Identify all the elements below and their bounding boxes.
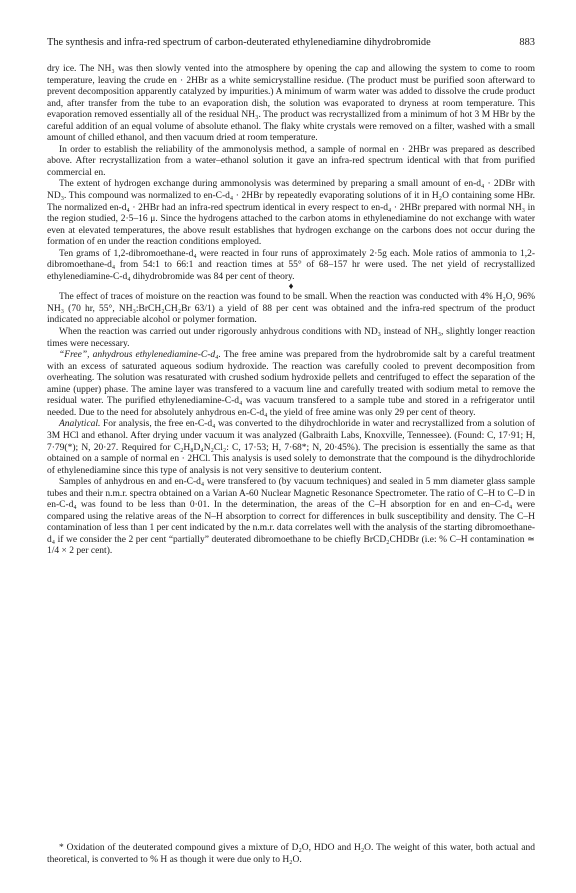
paragraph-moisture-effect: The effect of traces of moisture on the reaction was found to be small. When the reaction was conducted with 4% H₂O, 96% NH₃ (70 hr, 55°, NH₃:BrCH₂CH₂Br 63/1) a yield of 88 per cent was obtained and the infra-red spectrum of the product indicated no appreciable alcohol or polymer formation. bbox=[47, 292, 535, 326]
analytical-text: For analysis, the free en-C-d₄ was converted to the dihydrochloride in water and recrystallized from a solution of 3M HCl and ethanol. After drying under vacuum it was analyzed (Galbraith Labs, Knoxville, Tennessee). (Found: C, 17·91; H, 7·79(*); N, 20·27. Required for C₂H₈D₄N₂Cl₂: C, 17·53; H, 7·68*; N, 20·45%). The precision is essentially the same as that obtained on a sample of normal en · 2HCl. This analysis is used solely to demonstrate that the compound is the dihydrochloride of ethylenediamine since this type of analysis is not very sensitive to deuterium content. bbox=[47, 419, 535, 476]
stray-mark: ♦ bbox=[288, 282, 294, 293]
article-body bbox=[47, 64, 535, 558]
footnote-text: * Oxidation of the deuterated compound gives a mixture of D₂O, HDO and H₂O. The weight of this water, both actual and theoretical, is converted to % H as though it were due only to H₂O. bbox=[47, 843, 535, 865]
paragraph-nmr: Samples of anhydrous en and en-C-d₄ were transfered to (by vacuum techniques) and sealed in 5 mm diameter glass sample tubes and their n.m.r. spectra obtained on a Varian A-60 Nuclear Magnetic Resonance Spectrometer. The ratio of C–H to C–D in en-C-d₄ was found to be less than 0·01. In the determination, the areas of the C–H absorption for en and en–C-d₄ were compared using the relative areas of the N–H absorption to correct for differences in bulk susceptibility and density. The C–H contamination of less than 1 per cent indicated by the n.m.r. data correlates well with the analysis of the starting dibromoethane-d₄ if we consider the 2 per cent “partially” deuterated dibromoethane to be chiefly BrCD₂CHDBr (i.e: % C–H contamination ≃ 1/4 × 2 per cent). bbox=[47, 477, 535, 557]
page-number: 883 bbox=[519, 37, 535, 48]
paragraph-hydrogen-exchange: The extent of hydrogen exchange during ammonolysis was determined by preparing a small amount of en-d₄ · 2DBr with ND₃. This compound was normalized to en-C-d₄ · 2HBr by repeatedly evaporating solutions of it in H₂O containing some HBr. The normalized en-d₄ · 2HBr had an infra-red spectrum identical in every respect to en-d₄ · 2HBr prepared with normal NH₃ in the region studied, 2·5–16 μ. Since the hydrogens attached to the carbon atoms in ethylenediamine do not exchange with water even at elevated temperatures, the above result establishes that hydrogen exchange on the carbons does not occur during the formation of en under the reaction conditions employed. bbox=[47, 179, 535, 248]
paragraph-continuation: dry ice. The NH₃ was then slowly vented into the atmosphere by opening the cap and allowing the system to come to room temperature, leaving the crude en · 2HBr as a white semicrystalline residue. (The product must be purified soon afterward to prevent decomposition apparently catalyzed by impurities.) A minimum of warm water was added to dissolve the crude product and, after transfer from the tube to an evaporation dish, the solution was evaporated to dryness at room temperature. This evaporation removed essentially all of the residual NH₃. The product was recrystallized from a minimum of hot 3 M HBr by the careful addition of an equal volume of absolute ethanol. The flaky white crystals were removed on a filter, washed with a small amount of chilled ethanol, and then vacuum dried at room temperature. bbox=[47, 64, 535, 144]
paragraph-reliability: In order to establish the reliability of the ammonolysis method, a sample of normal en · 2HBr was prepared as described above. After recrystallization from a water–ethanol solution it gave an infra-red spectrum identical with that from purified commercial en. bbox=[47, 144, 535, 178]
paragraph-analytical bbox=[47, 419, 535, 477]
paragraph-reaction-runs: Ten grams of 1,2-dibromoethane-d₄ were reacted in four runs of approximately 2·5g each. Mole ratios of ammonia to 1,2-dibromoethane-d₄ from 54:1 to 66:1 and reaction times at 55° of 68–157 hr were used. The net yield of recrystallized ethylenediamine-C-d₄ dihydrobromide was 84 per cent of theory. bbox=[47, 248, 535, 282]
paragraph-anhydrous-conditions: When the reaction was carried out under rigorously anhydrous conditions with ND₃ instead of NH₃, slightly longer reaction times were necessary. bbox=[47, 327, 535, 349]
paragraph-free-amine bbox=[47, 350, 535, 419]
running-title: The synthesis and infra-red spectrum of carbon-deuterated ethylenediamine dihydrobromide bbox=[47, 37, 431, 48]
footnote bbox=[47, 843, 535, 866]
free-amine-heading: “Free”, anhydrous ethylenediamine-C-d₄. bbox=[59, 350, 221, 361]
analytical-heading: Analytical. bbox=[59, 419, 101, 430]
free-amine-text: The free amine was prepared from the hydrobromide salt by a careful treatment with an excess of saturated aqueous sodium hydroxide. The reaction was carefully cooled to prevent decomposition from overheating. The solution was resaturated with crushed sodium hydroxide pellets and centrifuged to effect the separation of the amine (upper) phase. The amine layer was transfered to a vacuum line and carefully treated with sodium metal to remove the residual water. The purified ethylenediamine-C-d₄ was vacuum transfered to a sample tube and stored in a refrigerator until needed. Due to the need for absolutely anhydrous en-C-d₄ the yield of free amine was only 29 per cent of theory. bbox=[47, 350, 535, 418]
